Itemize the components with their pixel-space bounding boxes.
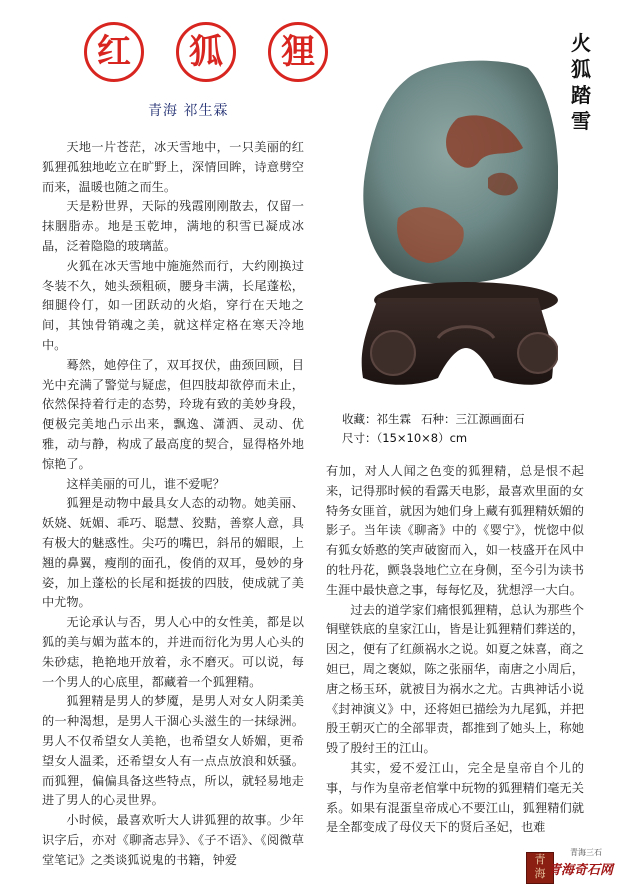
article-right-column <box>326 462 584 838</box>
author-byline: 青海 祁生霖 <box>148 103 229 119</box>
vertical-title-char: 雪 <box>571 109 591 133</box>
title-char: 狐 <box>176 22 236 82</box>
article-title <box>84 16 334 86</box>
article-left-column <box>42 138 304 870</box>
vertical-title-char: 踏 <box>571 83 591 107</box>
paragraph: 无论承认与否，男人心中的女性美，都是以狐的美与媚为蓝本的，并进而衍化为男人心头的朱砂痣，艳艳地开放着，永不磨灭。可以说，每一个男人的心底里，都藏着一个狐狸精。 <box>42 615 304 689</box>
logo-char: 青 <box>534 853 546 866</box>
paragraph: 小时候，最喜欢听大人讲狐狸的故事。少年识字后，亦对《聊斋志异》、《子不语》、《阅微草堂笔记》之类谈狐说鬼的书籍，钟爱 <box>42 813 304 867</box>
paragraph: 这样美丽的可儿，谁不爱呢？ <box>66 476 225 491</box>
paragraph: 天是粉世界，天际的残霞刚刚散去，仅留一抹胭脂赤。地是玉乾坤，满地的积雪已凝成冰晶，泛着隐隐的玻璃蓝。 <box>42 199 304 253</box>
title-char: 狸 <box>268 22 328 82</box>
site-name-watermark: 青海奇石网 <box>548 863 614 878</box>
paragraph: 其实，爱不爱江山，完全是皇帝自个儿的事，与作为皇帝老倌掌中玩物的狐狸精们毫无关系。如果有混蛋皇帝成心不要江山，狐狸精们就是全都变成了母仪天下的贤后圣妃，也难 <box>326 760 584 835</box>
paragraph: 蓦然，她停住了，双耳扠伏，曲颈回顾，目光中充满了警觉与疑虑，但四肢却欲停而未止，依然保持着行走的态势，玲珑有致的美妙身段，便极完美地凸示出来，飘逸、潇洒、灵动、优雅，动与静，构成了最高度的契合，显得格外地惊艳了。 <box>42 357 304 471</box>
photo-caption <box>342 410 535 448</box>
paragraph: 天地一片苍茫，冰天雪地中，一只美丽的红狐狸孤独地屹立在旷野上，深情回眸，诗意劈空而来，温暖也随之而生。 <box>42 140 304 194</box>
title-char: 红 <box>84 22 144 82</box>
vertical-title-char: 狐 <box>571 57 591 81</box>
vertical-artwork-title <box>568 30 594 134</box>
logo-char: 海 <box>534 867 546 880</box>
paragraph: 狐狸精是男人的梦魇，是男人对女人阴柔美的一种渴想，是男人干涸心头滋生的一抹绿洲。男人不仅希望女人美艳，也希望女人娇媚，更希望女人温柔，还希望女人有一点点放浪和妖骚。而狐狸，偏偏具备这些特点，所以，就轻易地走进了男人的心灵世界。 <box>42 694 304 808</box>
paragraph: 火狐在冰天雪地中施施然而行，大约刚换过冬装不久，她头颈粗硕，腰身丰满，长尾蓬松，细腿伶仃，如一团跃动的火焰，穿行在天地之间，其蚀骨销魂之美，就这样定格在寒天冷地中。 <box>42 258 304 352</box>
paragraph: 过去的道学家们痛恨狐狸精，总认为那些个铜壁铁底的皇家江山，皆是让狐狸精们葬送的，因之，便有了红颜祸水之说。如夏之妹喜，商之妲已，周之褒姒，陈之张丽华，南唐之小周后，唐之杨玉环，就被目为祸水之尤。古典神话小说《封神演义》中，还将妲已描绘为九尾狐，并把殷王朝灭亡的全部罪责，都推到了她头上，称她毁了殷纣王的江山。 <box>326 602 584 756</box>
vertical-title-char: 火 <box>571 31 591 55</box>
collector-label: 收藏：祁生霖 <box>342 412 411 426</box>
stone-photo <box>338 48 558 400</box>
size-label: 尺寸：（15×10×8）cm <box>342 431 468 445</box>
paragraph: 有加，对人人闻之色变的狐狸精，总是恨不起来，记得那时候的看露天电影，最喜欢里面的女特务女匪首，就因为她们身上藏有狐狸精妖媚的影子。当年读《聊斋》中的《婴宁》，恍惚中似有狐女娇憨的笑声破窗而入，如一枝盛开在风中的牡丹花，颤袅袅地伫立在身侧，至今引为读书生涯中最快意之事，每每忆及，犹想浮一大白。 <box>326 464 584 597</box>
paragraph: 狐狸是动物中最具女人态的动物。她美丽、妖娆、妩媚、乖巧、聪慧、狡黠，善察人意，具有极大的魅惑性。尖巧的嘴巴，斜吊的媚眼，上翘的鼻翼，瘦削的面孔，俊俏的双耳，曼妙的身姿，加上蓬松的长尾和挺拔的四肢，使成就了美中尤物。 <box>42 496 304 610</box>
logo-small-text: 青海三石 <box>570 848 602 857</box>
stone-type-label: 石种：三江源画面石 <box>421 412 525 426</box>
